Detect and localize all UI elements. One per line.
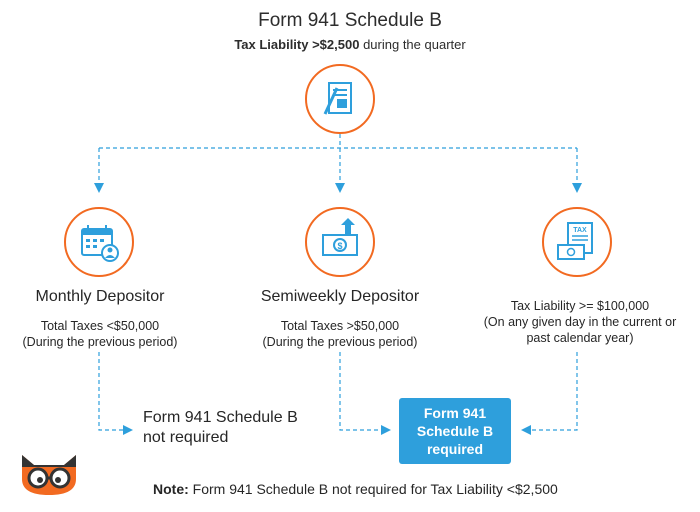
owl-logo-icon bbox=[18, 453, 80, 497]
svg-text:$: $ bbox=[337, 241, 343, 251]
monthly-period: (During the previous period) bbox=[22, 335, 178, 349]
monthly-circle bbox=[64, 207, 134, 277]
monthly-threshold: Total Taxes <$50,000 bbox=[40, 319, 160, 333]
not-required-line2: not required bbox=[143, 429, 229, 446]
large-liability-details bbox=[470, 298, 690, 346]
tax-document-icon bbox=[544, 209, 610, 275]
large-liability-threshold: Tax Liability >= $100,000 bbox=[510, 299, 650, 313]
note-label: Note: bbox=[153, 481, 189, 497]
large-liability-condition-line2: past calendar year) bbox=[526, 331, 634, 345]
required-line2: Schedule B bbox=[416, 423, 494, 439]
large-liability-circle bbox=[542, 207, 612, 277]
required-line3: required bbox=[426, 441, 483, 457]
subtitle-condition: Tax Liability >$2,500 bbox=[234, 37, 360, 52]
calendar-person-icon bbox=[66, 209, 132, 275]
diagram-title: Form 941 Schedule B bbox=[258, 10, 442, 31]
semiweekly-circle bbox=[305, 207, 375, 277]
required-line1: Form 941 bbox=[423, 405, 487, 421]
svg-text:TAX: TAX bbox=[573, 227, 587, 234]
semiweekly-threshold: Total Taxes >$50,000 bbox=[280, 319, 400, 333]
not-required-line1: Form 941 Schedule B bbox=[143, 409, 298, 426]
semiweekly-period: (During the previous period) bbox=[262, 335, 418, 349]
cash-arrow-up-icon bbox=[307, 209, 373, 275]
required-outcome-box bbox=[399, 398, 511, 464]
semiweekly-depositor-details bbox=[230, 318, 450, 350]
monthly-depositor-title: Monthly Depositor bbox=[35, 288, 165, 305]
arrow-large-liability-to-required bbox=[526, 352, 577, 430]
monthly-depositor-details bbox=[0, 318, 200, 350]
not-required-outcome bbox=[143, 408, 298, 448]
form-document-icon bbox=[307, 66, 373, 132]
arrow-semiweekly-to-required bbox=[340, 352, 386, 430]
footnote bbox=[153, 481, 558, 497]
note-text: Form 941 Schedule B not required for Tax Liability <$2,500 bbox=[188, 481, 558, 497]
large-liability-condition-line1: (On any given day in the current or bbox=[483, 315, 677, 329]
arrow-monthly-to-not-required bbox=[99, 352, 128, 430]
form-circle bbox=[305, 64, 375, 134]
subtitle-period: during the quarter bbox=[359, 37, 466, 52]
semiweekly-depositor-title: Semiweekly Depositor bbox=[260, 288, 420, 305]
